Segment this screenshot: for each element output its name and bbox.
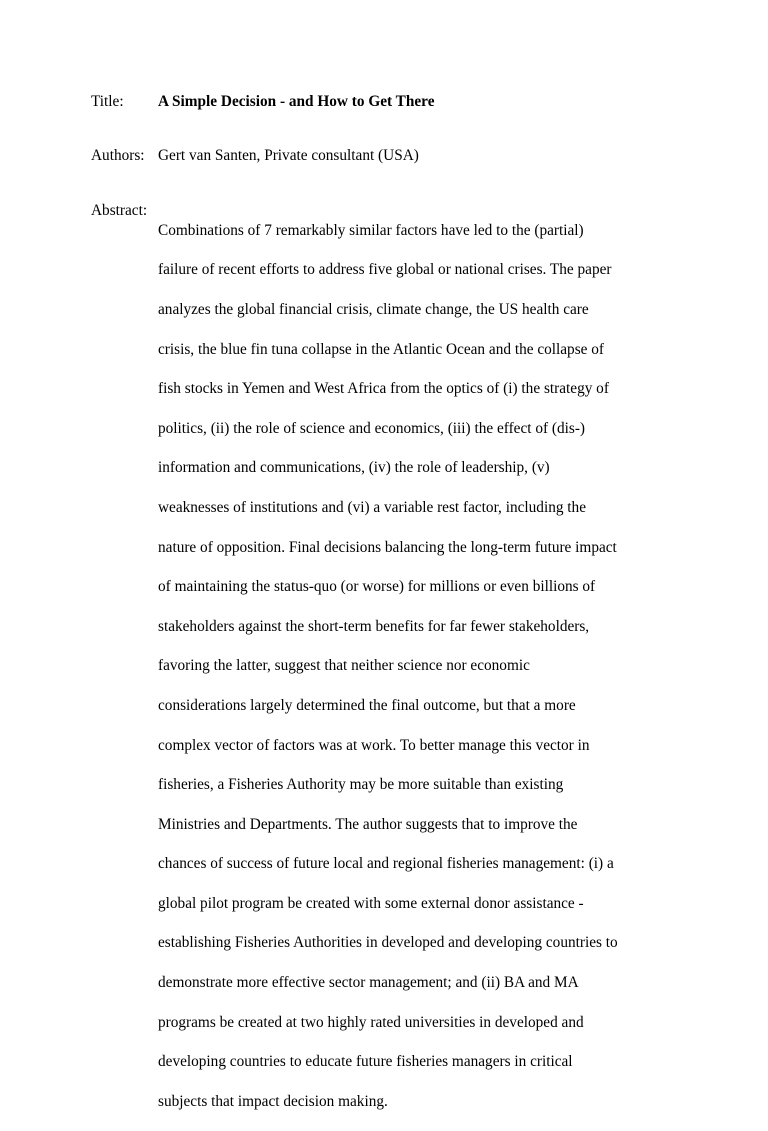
- authors-label: Authors:: [91, 147, 145, 164]
- abstract-line: complex vector of factors was at work. To better manage this vector in: [158, 736, 590, 754]
- abstract-line: programs be created at two highly rated universities in developed and: [158, 1013, 584, 1031]
- abstract-line: of maintaining the status-quo (or worse) for millions or even billions of: [158, 578, 596, 596]
- abstract-line: chances of success of future local and regional fisheries management: (i) a: [158, 855, 614, 873]
- abstract-line: subjects that impact decision making.: [158, 1092, 388, 1110]
- abstract-line: considerations largely determined the final outcome, but that a more: [158, 696, 576, 714]
- abstract-line: crisis, the blue fin tuna collapse in the Atlantic Ocean and the collapse of: [158, 340, 605, 358]
- abstract-line: weaknesses of institutions and (vi) a variable rest factor, including the: [158, 498, 586, 516]
- abstract-line: failure of recent efforts to address five global or national crises. The paper: [158, 261, 612, 279]
- paper-authors: Gert van Santen, Private consultant (USA): [158, 147, 419, 164]
- abstract-line: Ministries and Departments. The author suggests that to improve the: [158, 815, 578, 833]
- abstract-label: Abstract:: [91, 202, 148, 219]
- abstract-line: developing countries to educate future fisheries managers in critical: [158, 1053, 573, 1071]
- abstract-line: global pilot program be created with some external donor assistance -: [158, 894, 584, 912]
- abstract-line: establishing Fisheries Authorities in developed and developing countries to: [158, 934, 618, 952]
- abstract-line: fisheries, a Fisheries Authority may be more suitable than existing: [158, 776, 564, 794]
- abstract-line: fish stocks in Yemen and West Africa from the optics of (i) the strategy of: [158, 380, 609, 398]
- abstract-line: Combinations of 7 remarkably similar factors have led to the (partial): [158, 221, 584, 239]
- abstract-body: [158, 201, 688, 1131]
- abstract-line: nature of opposition. Final decisions balancing the long-term future impact: [158, 538, 617, 556]
- abstract-line: stakeholders against the short-term benefits for far fewer stakeholders,: [158, 617, 590, 635]
- paper-title: A Simple Decision - and How to Get There: [158, 93, 435, 110]
- abstract-line: analyzes the global financial crisis, climate change, the US health care: [158, 300, 589, 318]
- abstract-line: favoring the latter, suggest that neither science nor economic: [158, 657, 530, 675]
- abstract-line: politics, (ii) the role of science and economics, (iii) the effect of (dis-): [158, 419, 586, 437]
- title-label: Title:: [91, 93, 124, 110]
- abstract-line: information and communications, (iv) the role of leadership, (v): [158, 459, 550, 477]
- abstract-line: demonstrate more effective sector management; and (ii) BA and MA: [158, 974, 579, 992]
